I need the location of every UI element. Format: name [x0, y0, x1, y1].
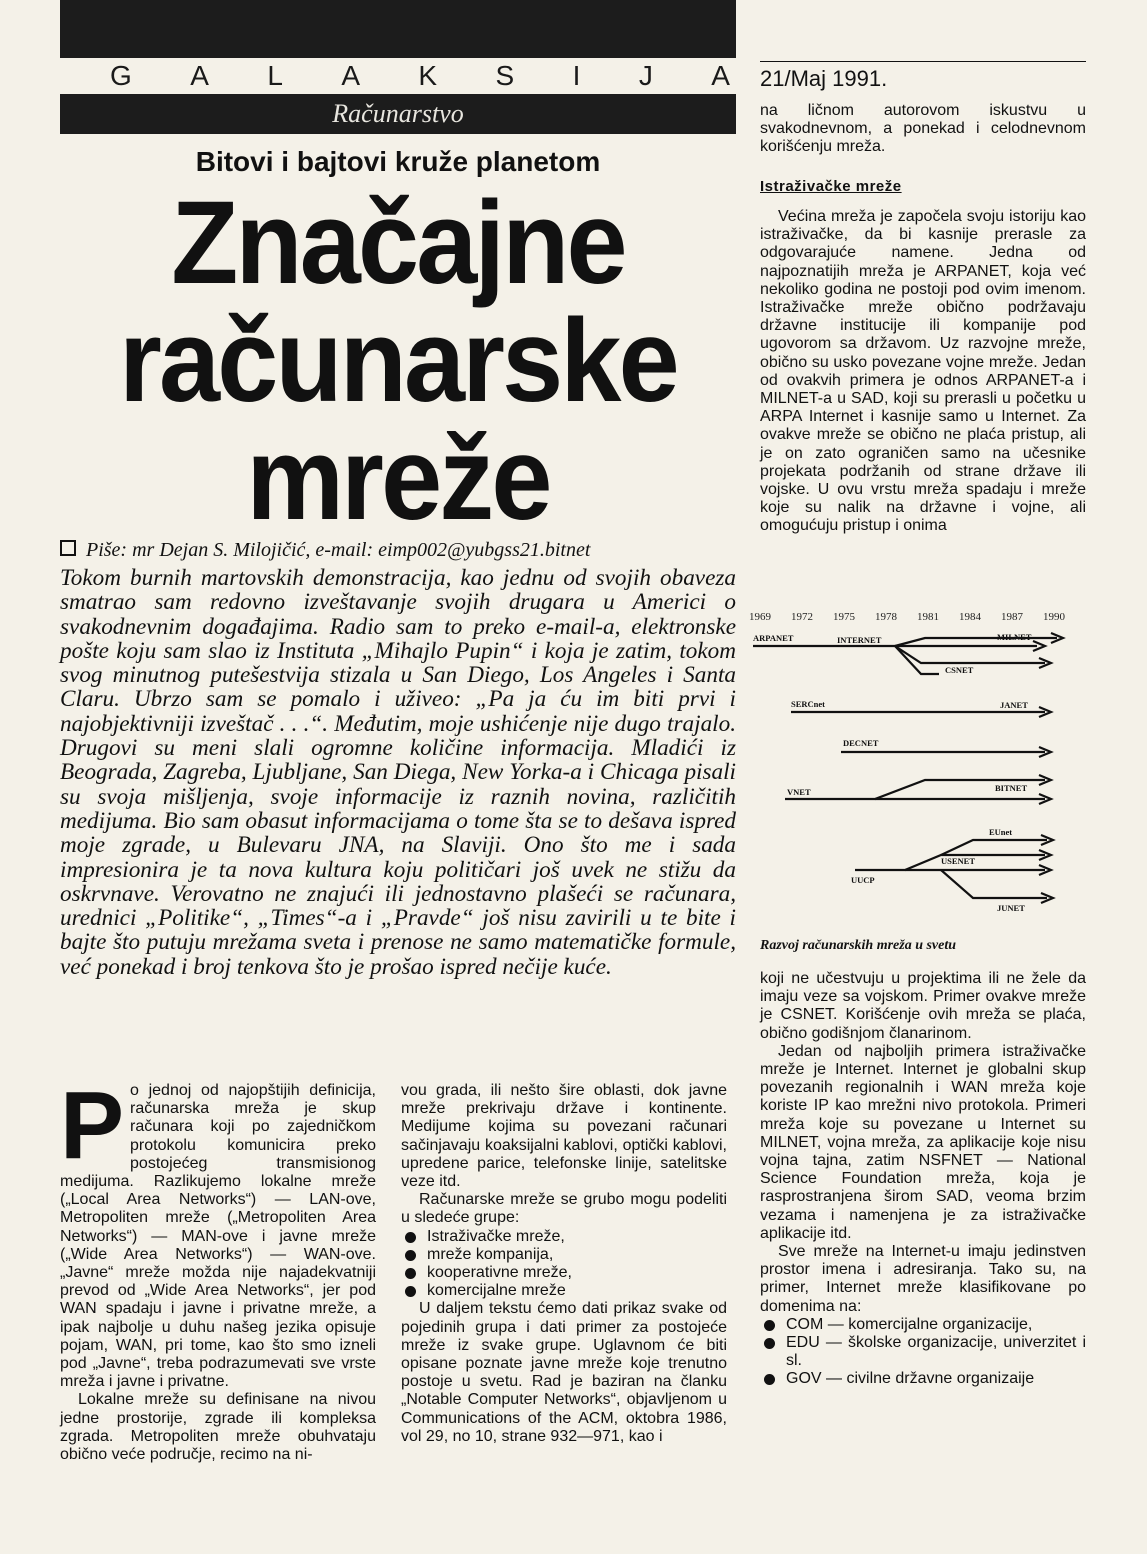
list-item: kooperativne mreže,	[401, 1264, 727, 1282]
checkbox-square-icon	[60, 540, 76, 556]
title-letter: G	[110, 60, 132, 91]
year-label: 1984	[959, 611, 981, 623]
list-item: Istraživačke mreže,	[401, 1228, 727, 1246]
net-label-milnet: MILNET	[997, 632, 1032, 642]
magazine-title	[110, 58, 730, 94]
headline-line: Značajne	[171, 177, 625, 309]
title-letter: A	[190, 60, 209, 91]
title-letter: L	[267, 60, 283, 91]
list-item: komercijalne mreže	[401, 1282, 727, 1300]
title-letter: K	[418, 60, 438, 91]
paragraph: U daljem tekstu ćemo dati prikaz svake od pojedinih grupa i dati primer za postojeće mreže iz svake grupe. Uglavnom će biti opisane poznate javne mreže koje trenutno postoje u svetu. Rad je baziran na članku „Notable Computer Networks“, objavljenom u Communications of the ACM, oktobra 1986, vol 29, no 10, strane 932—971, kao i	[401, 1300, 727, 1445]
year-label: 1972	[791, 611, 813, 623]
drop-cap: P	[60, 1072, 125, 1179]
net-label-janet: JANET	[1000, 700, 1028, 710]
paragraph: Većina mreža je započela svoju istoriju kao istraživačke, da bi kasnije prerasle za odgovarajuće namene. Jedna od najpoznatijih mreža je ARPANET, koja već nekoliko godina ne postoji pod ovim imenom. Istraživačke mreže obično podržavaju državne institucije ili kompanije pod ugovorom sa državom. Uz razvojne mreže, obično su usko povezane vojne mreže. Jedan od ovakvih primera je odnos ARPANET-a i MILNET-a u SAD, koji su prerasli u početku u ARPA Internet i kasnije samo u Internet. Za ovakve mreže se obično ne plaća pristup, ali je on zato ograničen samo na učesnike projekata podržanih od strane države ili vojske. U ovu vrstu mreža spadaju i mreže koje su nalik na državne i vojne, ali omogućuju pristup i onima	[760, 208, 1086, 535]
net-label-bitnet: BITNET	[995, 783, 1028, 793]
byline	[60, 539, 736, 562]
list-item: COM — komercijalne organizacije,	[760, 1316, 1086, 1334]
lead-paragraph: Tokom burnih martovskih demonstracija, kao jednu od svojih obaveza smatrao sam redovno izveštavanje svojih drugara u Americi o svakodnevnim događajima. Radio sam to preko e-mail-a, elektronske pošte koju sam slao iz Instituta „Mihajlo Pupin“ i koja je zatim, tokom svog minutnog putešestvija stizala u San Diego, Los Angeles i Santa Claru. Ubrzo sam se pomalo i uživeo: „Pa ja ću im biti prvi i najobjektivniji izveštač . . .“. Međutim, moje ushićenje nije dugo trajalo. Drugovi su meni slali ogromne količine informacija. Mladići iz Beograda, Zagreba, Ljubljane, San Diega, New Yorka-a i Chicaga pisali su svoja mišljenja, svoje informacije iz raznih novina, različitih medijuma. Bio sam obasut informacijama o tome šta se to dešava ispred moje zgrade, u Bulevaru JNA, na Slaviji. Ono što me i sada impresionira je ta nova kultura koju političari još uvek ne stižu da oskrvnave. Verovatno ne znajući ili jednostavno plašeći se računara, urednici „Politike“, „Times“-a i „Pravde“ još nisu zavirili u te bite i bajte što putuju mrežama sveta i prenose ne samo matematičke formule, već ponekad i broj tenkova što je prošao ispred nečije kuće.	[60, 565, 736, 980]
text-column-3-middle	[760, 208, 1086, 536]
article-headline	[84, 177, 713, 545]
masthead-black-bar	[60, 0, 736, 58]
title-letter: A	[341, 60, 360, 91]
headline-line: računarske	[119, 295, 677, 427]
year-label: 1978	[875, 611, 897, 623]
figure-caption: Razvoj računarskih mreža u svetu	[760, 938, 957, 953]
subheading: Istraživačke mreže	[760, 178, 902, 195]
article-kicker: Bitovi i bajtovi kruže planetom	[195, 146, 601, 177]
byline-text: Piše: mr Dejan S. Milojičić, e-mail: eimp002@yubgss21.bitnet	[86, 539, 591, 561]
paragraph: vou grada, ili nešto šire oblasti, dok javne mreže prekrivaju države i kontinente. Medijume kojima su povezani računari sačinjavaju koaksijalni kablovi, optički kablovi, upredene parice, telefonske linije, satelitske veze itd.	[401, 1082, 727, 1191]
net-label-internet: INTERNET	[837, 635, 882, 645]
title-letter: A	[711, 60, 730, 91]
net-label-sercnet: SERCnet	[791, 699, 826, 709]
text-column-2	[401, 1082, 727, 1446]
paragraph: Lokalne mreže su definisane na nivou jedne prostorije, zgrade ili kompleksa zgrada. Metropoliten mreže obuhvataju obično veće područje, recimo na ni-	[60, 1391, 376, 1464]
list-item: mreže kompanija,	[401, 1246, 727, 1264]
net-label-uucp: UUCP	[851, 875, 875, 885]
text-column-3-top	[760, 102, 1086, 157]
net-label-eunet: EUnet	[989, 827, 1013, 837]
year-label: 1990	[1043, 611, 1065, 623]
net-label-usenet: USENET	[941, 856, 976, 866]
title-letter: S	[495, 60, 515, 91]
year-label: 1969	[749, 611, 771, 623]
net-label-decnet: DECNET	[843, 738, 879, 748]
text-column-3-bottom	[760, 970, 1086, 1389]
paragraph: o jednoj od najopštijih definicija, računarska mreža je skup računara koji po zajedničkom protokolu komunicira preko postojećeg transmisionog medijuma. Razlikujemo lokalne mreže („Local Area Networks“) — LAN-ove, Metropoliten mreže („Metropoliten Area Networks“) — MAN-ove i javne mreže („Wide Area Networks“) — WAN-ove. „Javne“ mreže možda nije najadekvatniji prevod od „Wide Area Networks“, jer pod WAN spadaju i javne i privatne mreže, a ipak najbolje u duhu našeg jezika opisuje pojam, WAN, pri tome, kao što smo izneli pod „Javne“, treba podrazumevati sve vrste mreža i javne i privatne.	[60, 1082, 376, 1391]
net-label-vnet: VNET	[787, 787, 811, 797]
section-label: Računarstvo	[60, 94, 736, 134]
paragraph: Računarske mreže se grubo mogu podeliti u sledeće grupe:	[401, 1191, 727, 1227]
issue-date: 21/Maj 1991.	[760, 61, 1086, 92]
year-label: 1987	[1001, 611, 1023, 623]
net-label-junet: JUNET	[997, 903, 1025, 913]
headline-line: mreže	[246, 413, 550, 545]
title-letter: I	[572, 60, 581, 91]
net-label-csnet: CSNET	[945, 665, 974, 675]
text-column-1	[60, 1072, 376, 1464]
title-letter: J	[638, 60, 653, 91]
year-label: 1981	[917, 611, 939, 623]
paragraph: koji ne učestvuju u projektima ili ne žele da imaju veze sa vojskom. Primer ovakve mreže je CSNET. Korišćenje ovih mreža se plaća, obično godišnjom članarinom.	[760, 970, 1086, 1042]
net-label-arpanet: ARPANET	[753, 633, 794, 643]
list-item: GOV — civilne državne organizaije	[760, 1370, 1086, 1388]
list-item: EDU — školske organizacije, univerzitet i sl.	[760, 1334, 1086, 1370]
paragraph: na ličnom autorovom iskustvu u svakodnevnom, a ponekad i celodnevnom korišćenju mreža.	[760, 102, 1086, 156]
network-evolution-diagram	[745, 600, 1097, 930]
paragraph: Jedan od najboljih primera istraživačke mreže je Internet. Internet je globalni skup povezanih regionalnih i WAN mreža koje koriste IP kao mrežni nivo protokola. Primeri mreža koje su povezane u Internet su MILNET, vojna mreža, za aplikacije koje nisu vojna tajna, zatim NSFNET — National Science Foundation mreža, koja je rasprostranjena širom SAD, veoma brzim vezama i namenjena je za istraživačke aplikacije itd.	[760, 1042, 1086, 1242]
year-label: 1975	[833, 611, 855, 623]
paragraph: Sve mreže na Internet-u imaju jedinstven prostor imena i adresiranja. Tako su, na primer, Internet mreže klasifikovane po domenima na:	[760, 1243, 1086, 1315]
